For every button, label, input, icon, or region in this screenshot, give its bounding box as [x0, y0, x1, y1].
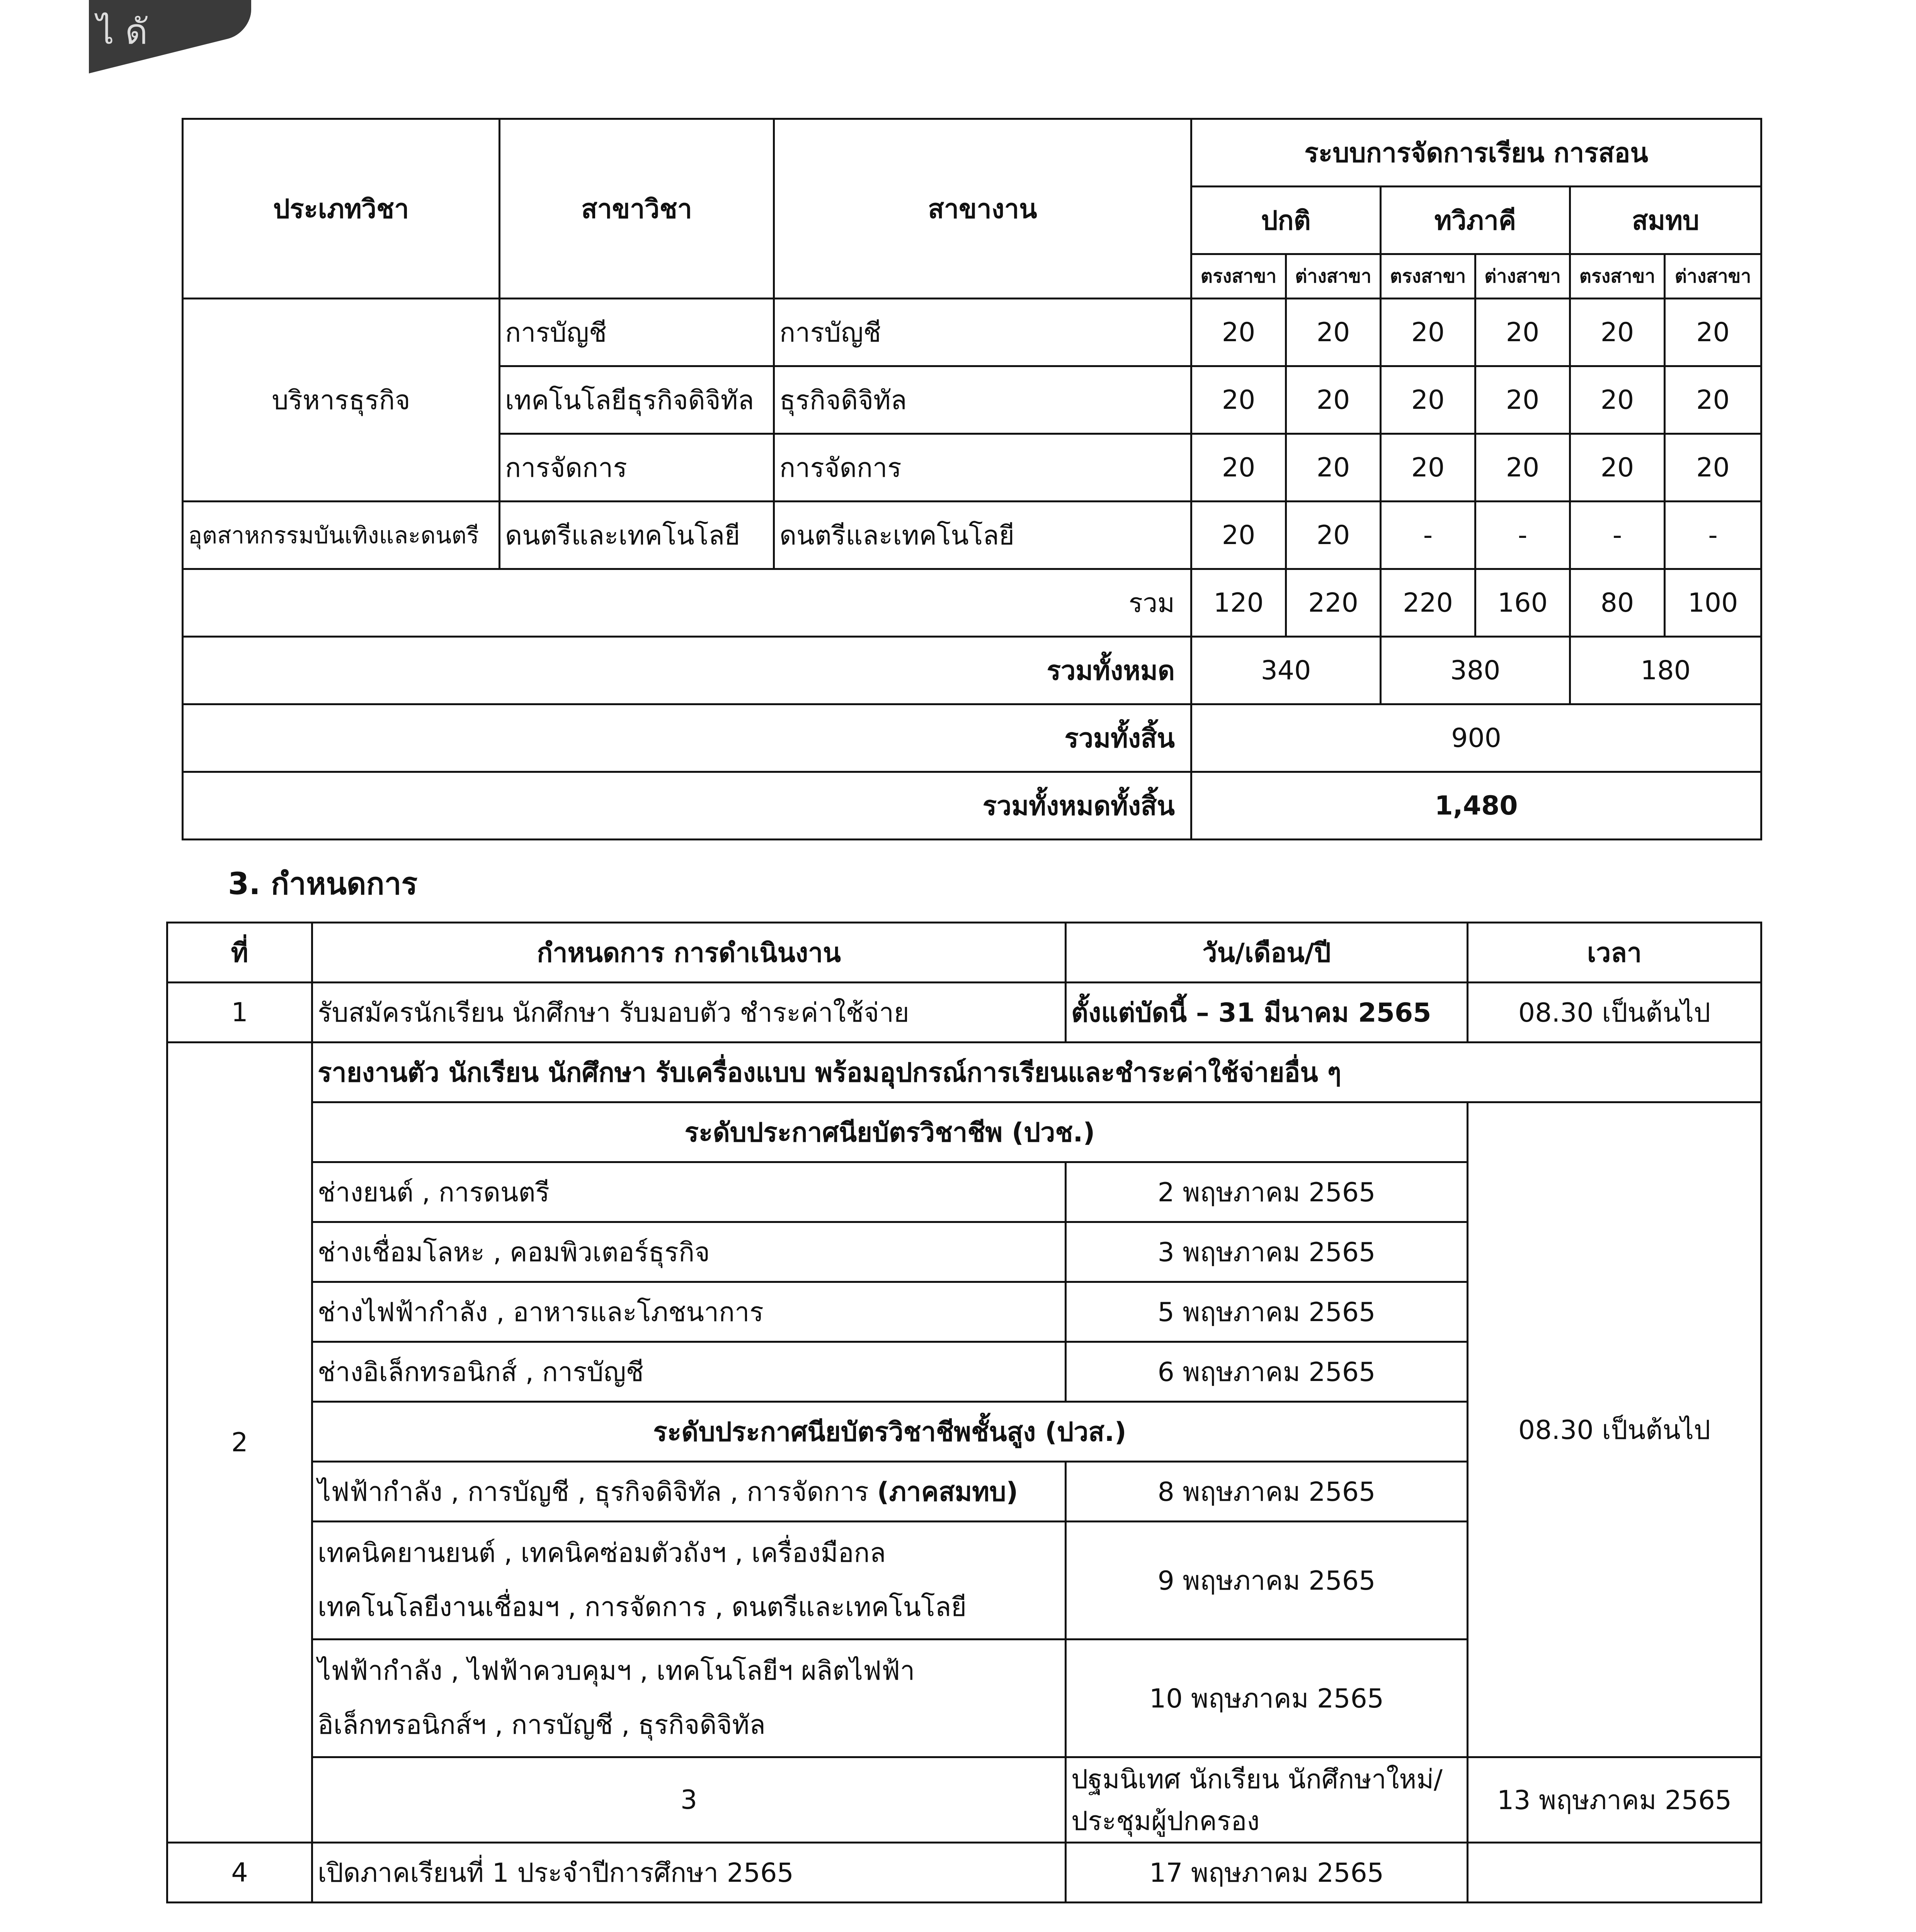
- item-no: 3: [312, 1757, 1066, 1843]
- activity-text: ไฟฟ้ากำลัง , การบัญชี , ธุรกิจดิจิทัล , การจัดการ: [318, 1477, 877, 1507]
- field-cell: การบัญชี: [774, 299, 1191, 366]
- item-date: 5 พฤษภาคม 2565: [1066, 1282, 1468, 1342]
- header-row: [167, 923, 1761, 983]
- sum-cell: 220: [1381, 569, 1475, 637]
- total-label: รวมทั้งหมด: [183, 637, 1191, 704]
- header-major: สาขาวิชา: [500, 119, 774, 299]
- header-system: ระบบการจัดการเรียน การสอน: [1191, 119, 1761, 187]
- header-normal: ปกติ: [1191, 187, 1381, 254]
- sum-cell: 220: [1286, 569, 1381, 637]
- all-label: รวมทั้งหมดทั้งสิ้น: [183, 772, 1191, 840]
- count-cell: 20: [1191, 502, 1286, 569]
- count-cell: 20: [1665, 366, 1761, 434]
- count-cell: -: [1381, 502, 1475, 569]
- activity-line: ไฟฟ้ากำลัง , ไฟฟ้าควบคุมฯ , เทคโนโลยีฯ ผลิตไฟฟ้า: [318, 1656, 915, 1686]
- field-cell: ธุรกิจดิจิทัล: [774, 366, 1191, 434]
- count-cell: 20: [1286, 366, 1381, 434]
- item-activity: [312, 1462, 1066, 1522]
- header-field: สาขางาน: [774, 119, 1191, 299]
- count-cell: 20: [1475, 366, 1570, 434]
- count-cell: -: [1665, 502, 1761, 569]
- count-cell: 20: [1381, 366, 1475, 434]
- count-cell: 20: [1381, 299, 1475, 366]
- activity-line: อิเล็กทรอนิกส์ฯ , การบัญชี , ธุรกิจดิจิทัล: [318, 1710, 766, 1740]
- header-date: วัน/เดือน/ปี: [1066, 923, 1468, 983]
- count-cell: 20: [1191, 366, 1286, 434]
- count-cell: 20: [1475, 434, 1570, 502]
- count-cell: -: [1570, 502, 1665, 569]
- header-direct: ตรงสาขา: [1570, 254, 1665, 299]
- level-heading: ระดับประกาศนียบัตรวิชาชีพชั้นสูง (ปวส.): [312, 1402, 1468, 1462]
- item-activity: ช่างเชื่อมโลหะ , คอมพิวเตอร์ธุรกิจ: [312, 1222, 1066, 1282]
- count-cell: 20: [1665, 434, 1761, 502]
- item-date: 9 พฤษภาคม 2565: [1066, 1522, 1468, 1639]
- count-cell: 20: [1570, 434, 1665, 502]
- enrollment-table: [182, 118, 1762, 840]
- major-cell: เทคโนโลยีธุรกิจดิจิทัล: [500, 366, 774, 434]
- item-activity: รับสมัครนักเรียน นักศึกษา รับมอบตัว ชำระค่าใช้จ่าย: [312, 983, 1066, 1043]
- count-cell: 20: [1570, 299, 1665, 366]
- item-no: 2: [167, 1043, 312, 1843]
- activity-line: เทคนิคยานยนต์ , เทคนิคซ่อมตัวถังฯ , เครื่องมือกล: [318, 1538, 886, 1568]
- item-date: 8 พฤษภาคม 2565: [1066, 1462, 1468, 1522]
- item-date: 17 พฤษภาคม 2565: [1066, 1843, 1468, 1903]
- header-other: ต่างสาขา: [1475, 254, 1570, 299]
- item-time: 08.30 เป็นต้นไป: [1468, 983, 1761, 1043]
- header-row: [183, 119, 1761, 187]
- item-date: 13 พฤษภาคม 2565: [1468, 1757, 1761, 1843]
- table-row: [167, 983, 1761, 1043]
- header-no: ที่: [167, 923, 312, 983]
- activity-line: เทคโนโลยีงานเชื่อมฯ , การจัดการ , ดนตรีและเทคโนโลยี: [318, 1592, 967, 1622]
- header-direct: ตรงสาขา: [1191, 254, 1286, 299]
- grand-cell: 900: [1191, 704, 1761, 772]
- item-activity: เปิดภาคเรียนที่ 1 ประจำปีการศึกษา 2565: [312, 1843, 1066, 1903]
- sum-cell: 80: [1570, 569, 1665, 637]
- empty-cell: [1468, 1843, 1761, 1903]
- item-activity: [312, 1639, 1066, 1757]
- type-cell: อุตสาหกรรมบันเทิงและดนตรี: [183, 502, 500, 569]
- all-cell: 1,480: [1191, 772, 1761, 840]
- activity-note: (ภาคสมทบ): [877, 1477, 1018, 1507]
- sum-row: [183, 569, 1761, 637]
- header-other: ต่างสาขา: [1286, 254, 1381, 299]
- count-cell: 20: [1191, 434, 1286, 502]
- level-row: [167, 1102, 1761, 1162]
- item-date: 10 พฤษภาคม 2565: [1066, 1639, 1468, 1757]
- item-activity: ปฐมนิเทศ นักเรียน นักศึกษาใหม่/ประชุมผู้ปกครอง: [1066, 1757, 1468, 1843]
- sum-cell: 100: [1665, 569, 1761, 637]
- table-row: [167, 1757, 1761, 1843]
- sum-cell: 120: [1191, 569, 1286, 637]
- field-cell: การจัดการ: [774, 434, 1191, 502]
- count-cell: 20: [1286, 299, 1381, 366]
- grand-label: รวมทั้งสิ้น: [183, 704, 1191, 772]
- table-row: [167, 1043, 1761, 1102]
- item-activity: [312, 1522, 1066, 1639]
- count-cell: 20: [1381, 434, 1475, 502]
- item-date: 3 พฤษภาคม 2565: [1066, 1222, 1468, 1282]
- count-cell: 20: [1475, 299, 1570, 366]
- sum-label: รวม: [183, 569, 1191, 637]
- item-activity: ช่างไฟฟ้ากำลัง , อาหารและโภชนาการ: [312, 1282, 1066, 1342]
- item-date: ตั้งแต่บัดนี้ – 31 มีนาคม 2565: [1066, 983, 1468, 1043]
- sum-cell: 160: [1475, 569, 1570, 637]
- major-cell: การจัดการ: [500, 434, 774, 502]
- total-cell: 180: [1570, 637, 1761, 704]
- total-cell: 380: [1381, 637, 1570, 704]
- item-no: 4: [167, 1843, 312, 1903]
- item-no: 1: [167, 983, 312, 1043]
- total-cell: 340: [1191, 637, 1381, 704]
- table-row: [167, 1843, 1761, 1903]
- header-activity: กำหนดการ การดำเนินงาน: [312, 923, 1066, 983]
- item-date: 2 พฤษภาคม 2565: [1066, 1162, 1468, 1222]
- count-cell: 20: [1286, 434, 1381, 502]
- major-cell: การบัญชี: [500, 299, 774, 366]
- table-row: [183, 299, 1761, 366]
- level-heading: ระดับประกาศนียบัตรวิชาชีพ (ปวช.): [312, 1102, 1468, 1162]
- item-activity: ช่างยนต์ , การดนตรี: [312, 1162, 1066, 1222]
- grand-row: [183, 704, 1761, 772]
- total-row: [183, 637, 1761, 704]
- count-cell: -: [1475, 502, 1570, 569]
- field-cell: ดนตรีและเทคโนโลยี: [774, 502, 1191, 569]
- header-type: ประเภทวิชา: [183, 119, 500, 299]
- header-dual: ทวิภาคี: [1381, 187, 1570, 254]
- count-cell: 20: [1665, 299, 1761, 366]
- header-mixed: สมทบ: [1570, 187, 1761, 254]
- corner-mark: ไ ดั: [97, 12, 148, 52]
- header-other: ต่างสาขา: [1665, 254, 1761, 299]
- item-time: 08.30 เป็นต้นไป: [1468, 1102, 1761, 1757]
- type-cell: บริหารธุรกิจ: [183, 299, 500, 502]
- header-time: เวลา: [1468, 923, 1761, 983]
- schedule-table: [166, 922, 1762, 1903]
- count-cell: 20: [1286, 502, 1381, 569]
- all-row: [183, 772, 1761, 840]
- item-activity: ช่างอิเล็กทรอนิกส์ , การบัญชี: [312, 1342, 1066, 1402]
- count-cell: 20: [1570, 366, 1665, 434]
- section-title: 3. กำหนดการ: [228, 867, 418, 901]
- header-direct: ตรงสาขา: [1381, 254, 1475, 299]
- item-date: 6 พฤษภาคม 2565: [1066, 1342, 1468, 1402]
- table-row: [183, 502, 1761, 569]
- count-cell: 20: [1191, 299, 1286, 366]
- item-title: รายงานตัว นักเรียน นักศึกษา รับเครื่องแบบ พร้อมอุปกรณ์การเรียนและชำระค่าใช้จ่ายอื่น ๆ: [312, 1043, 1761, 1102]
- major-cell: ดนตรีและเทคโนโลยี: [500, 502, 774, 569]
